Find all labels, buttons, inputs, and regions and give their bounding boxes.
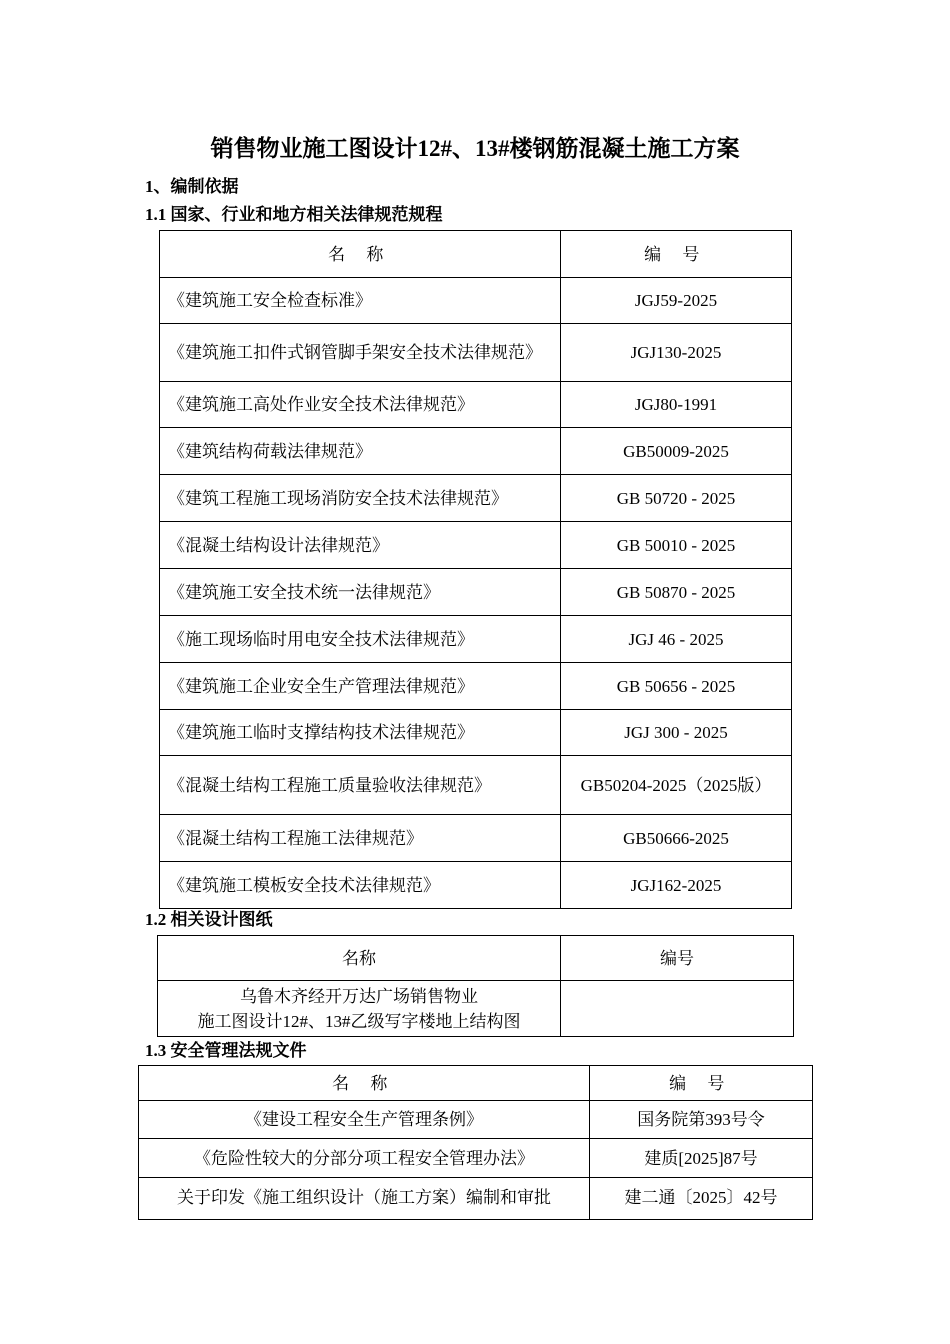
standard-code: JGJ130-2025 [561,324,792,382]
section-heading-1-2: 1.2 相关设计图纸 [145,910,273,929]
standard-name: 《建筑施工安全技术统一法律规范》 [160,569,561,616]
table-row [160,569,792,616]
standard-name: 《建筑结构荷载法律规范》 [160,428,561,475]
column-header-code: 编 号 [590,1066,813,1101]
standard-code: GB 50870 - 2025 [561,569,792,616]
regulation-name: 关于印发《施工组织设计（施工方案）编制和审批 [139,1178,590,1220]
table-header-row [139,1066,813,1101]
standard-name: 《建筑施工模板安全技术法律规范》 [160,862,561,909]
standard-name: 《施工现场临时用电安全技术法律规范》 [160,616,561,663]
table-row [160,862,792,909]
table-row [160,756,792,815]
standard-name: 《建筑工程施工现场消防安全技术法律规范》 [160,475,561,522]
table-row [160,616,792,663]
standard-code: JGJ 300 - 2025 [561,710,792,756]
standard-code: JGJ59-2025 [561,278,792,324]
standard-code: GB 50010 - 2025 [561,522,792,569]
table-row [158,981,794,1037]
column-header-name: 名称 [158,936,561,981]
standards-table [159,230,792,909]
table-row [160,324,792,382]
table-row [160,522,792,569]
section-heading-1-3: 1.3 安全管理法规文件 [145,1041,307,1060]
standard-name: 《建筑施工扣件式钢管脚手架安全技术法律规范》 [160,324,561,382]
table-row [160,815,792,862]
standard-code: JGJ 46 - 2025 [561,616,792,663]
standard-code: GB 50656 - 2025 [561,663,792,710]
standard-name: 《建筑施工临时支撑结构技术法律规范》 [160,710,561,756]
drawing-name-line-2: 施工图设计12#、13#乙级写字楼地上结构图 [197,1011,521,1031]
standard-code: GB50009-2025 [561,428,792,475]
standard-name: 《混凝土结构工程施工法律规范》 [160,815,561,862]
table-row [139,1101,813,1139]
regulation-code: 建质[2025]87号 [590,1139,813,1178]
standard-code: GB 50720 - 2025 [561,475,792,522]
table-row [160,710,792,756]
standard-code: GB50204-2025（2025版） [561,756,792,815]
section-heading-1: 1、编制依据 [145,177,239,196]
table-row [160,382,792,428]
regulations-table [138,1065,813,1220]
table-row [139,1178,813,1220]
standard-name: 《混凝土结构工程施工质量验收法律规范》 [160,756,561,815]
regulation-name: 《危险性较大的分部分项工程安全管理办法》 [139,1139,590,1178]
regulation-code: 国务院第393号令 [590,1101,813,1139]
table-row [139,1139,813,1178]
standard-code: JGJ162-2025 [561,862,792,909]
standard-name: 《建筑施工企业安全生产管理法律规范》 [160,663,561,710]
standard-code: GB50666-2025 [561,815,792,862]
table-header-row [158,936,794,981]
table-row [160,475,792,522]
drawings-table [157,935,794,1037]
table-row [160,428,792,475]
column-header-name: 名 称 [139,1066,590,1101]
regulation-code: 建二通〔2025〕42号 [590,1178,813,1220]
table-row [160,278,792,324]
drawing-name [158,981,561,1037]
standard-name: 《建筑施工安全检查标准》 [160,278,561,324]
standard-name: 《建筑施工高处作业安全技术法律规范》 [160,382,561,428]
column-header-name: 名 称 [160,231,561,278]
column-header-code: 编 号 [561,231,792,278]
table-row [160,663,792,710]
section-heading-1-1: 1.1 国家、行业和地方相关法律规范规程 [145,205,443,224]
standard-name: 《混凝土结构设计法律规范》 [160,522,561,569]
table-header-row [160,231,792,278]
column-header-code: 编号 [561,936,794,981]
document-title: 销售物业施工图设计12#、13#楼钢筋混凝土施工方案 [210,136,740,161]
regulation-name: 《建设工程安全生产管理条例》 [139,1101,590,1139]
drawing-name-line-1: 乌鲁木齐经开万达广场销售物业 [240,986,478,1006]
drawing-code [561,981,794,1037]
standard-code: JGJ80-1991 [561,382,792,428]
